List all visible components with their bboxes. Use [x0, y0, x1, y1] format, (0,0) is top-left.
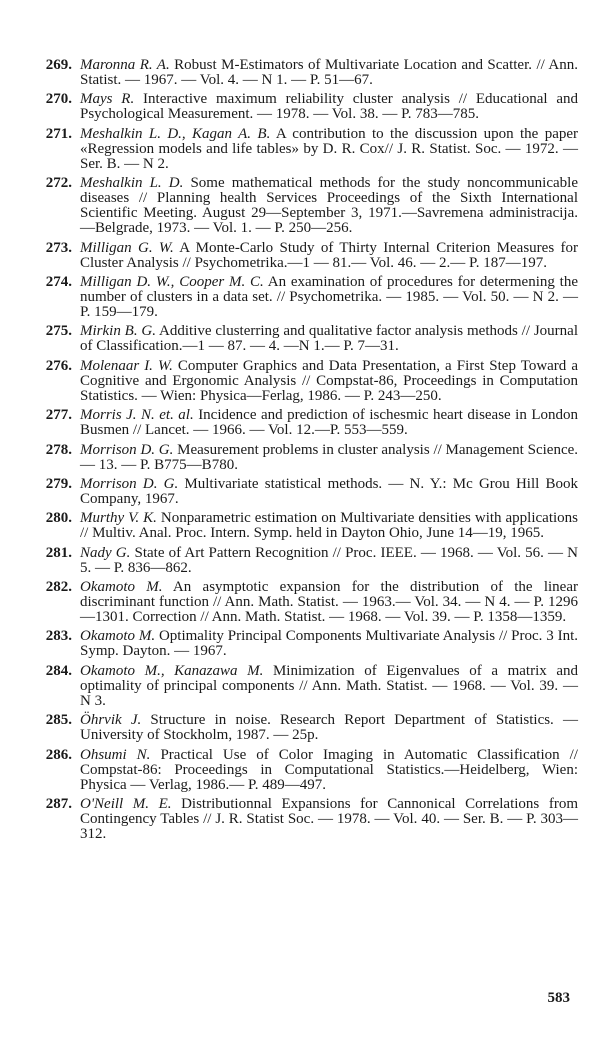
reference-authors: Murthy V. K. — [80, 510, 157, 527]
reference-number: 284. — [45, 662, 72, 679]
reference-number: 278. — [45, 441, 72, 458]
reference-text: Robust M-Estimators of Multivariate Location and Scatter. // Ann. Statist. — 1967. — Vol. 4. — N 1. — P. 51—67. — [80, 57, 578, 88]
reference-number: 273. — [45, 239, 72, 256]
reference-entry — [38, 511, 578, 541]
reference-entry — [38, 275, 578, 320]
reference-number: 280. — [45, 510, 72, 527]
reference-entry — [38, 127, 578, 172]
page-number: 583 — [547, 990, 570, 1006]
reference-number: 270. — [45, 91, 72, 108]
reference-text: Computer Graphics and Data Presentation, a First Step Toward a Cognitive and Ergonomic Analysis // Compstat-86, Proceedings in Computation Statistics. — Wien: Physica—Ferlag, 1986. — P. 243—250. — [80, 357, 578, 404]
reference-number: 282. — [45, 579, 72, 596]
reference-authors: Maronna R. A. — [80, 57, 170, 73]
reference-text: Nonparametric estimation on Multivariate densities with applications // Multiv. Anal. Proc. Intern. Symp. held in Dayton Ohio, June 14—19, 1965. — [80, 510, 578, 542]
reference-number: 272. — [45, 175, 72, 192]
reference-number: 274. — [45, 273, 72, 290]
reference-authors: Morrison D. G. — [80, 441, 174, 458]
reference-text: Structure in noise. Research Report Department of Statistics. — University of Stockholm, 1987. — 25p. — [80, 712, 578, 744]
reference-number: 287. — [45, 796, 72, 813]
reference-authors: Mays R. — [80, 91, 135, 108]
reference-authors: Milligan G. W. — [80, 239, 174, 256]
reference-entry — [38, 324, 578, 354]
reference-number: 283. — [45, 628, 72, 645]
reference-authors: Okamoto M., Kanazawa M. — [80, 662, 264, 679]
reference-text: State of Art Pattern Recognition // Proc. IEEE. — 1968. — Vol. 56. — N 5. — P. 836—862. — [80, 544, 578, 576]
reference-text: Distributionnal Expansions for Cannonical Correlations from Contingency Tables // J. R. Statist Soc. — 1978. — Vol. 40. — Ser. B. — P. 303—312. — [80, 796, 578, 843]
reference-entry — [38, 408, 578, 438]
reference-authors: Meshalkin L. D. — [80, 175, 184, 192]
reference-entry — [38, 629, 578, 659]
reference-authors: Molenaar I. W. — [80, 357, 173, 374]
reference-text: Incidence and prediction of ischesmic heart disease in London Busmen // Lancet. — 1966. — Vol. 12.—P. 553—559. — [80, 407, 578, 439]
reference-entry — [38, 92, 578, 122]
reference-text: Practical Use of Color Imaging in Automatic Classification // Compstat-86: Proceedings in Computational Statistics.—Heidelberg, Wien: Physica — Verlag, 1986.— P. 489—497. — [80, 746, 578, 793]
reference-entry — [38, 241, 578, 271]
reference-entry — [38, 443, 578, 473]
reference-text: A contribution to the discussion upon the paper «Regression models and life tables» by D. R. Cox// J. R. Statist. Soc. — 1972. — Ser. B. — N 2. — [80, 125, 579, 172]
reference-entry — [38, 359, 578, 404]
reference-text: An asymptotic expansion for the distribution of the linear discriminant function // Ann. Math. Statist. — 1963.— Vol. 34. — N 4. — P. 1296—1301. Correction // Ann. Math. Statist. — 1968. — Vol. 39. — P. 1358—1359. — [80, 579, 578, 626]
reference-number: 275. — [45, 323, 72, 340]
reference-entry — [38, 176, 578, 236]
reference-text: An examination of procedures for determening the number of clusters in a data set. // Psychometrika. — 1985. — Vol. 50. — N 2. — P. 159—179. — [80, 273, 578, 320]
reference-text: Interactive maximum reliability cluster analysis // Educational and Psychological Measurement. — 1978. — Vol. 38. — P. 783—785. — [80, 91, 578, 123]
reference-authors: Okamoto M. — [80, 628, 156, 645]
reference-authors: Okamoto M. — [80, 579, 163, 596]
reference-entry — [38, 713, 578, 743]
reference-list — [38, 58, 578, 846]
reference-authors: Milligan D. W., Cooper M. C. — [80, 273, 264, 290]
reference-entry — [38, 748, 578, 793]
reference-entry — [38, 664, 578, 709]
reference-entry — [38, 477, 578, 507]
reference-entry — [38, 580, 578, 625]
reference-number: 286. — [45, 746, 72, 763]
reference-text: Minimization of Eigenvalues of a matrix and optimality of principal components // Ann. Math. Statist. — 1968. — Vol. 39. — N 3. — [80, 662, 578, 709]
reference-authors: Meshalkin L. D., Kagan A. B. — [80, 125, 271, 142]
reference-text: Additive clusterring and qualitative factor analysis methods // Journal of Classification.—1 — 87. — 4. —N 1.— P. 7—31. — [80, 323, 578, 355]
reference-number: 285. — [45, 712, 72, 729]
reference-authors: Morris J. N. et. al. — [80, 407, 194, 424]
reference-authors: Öhrvik J. — [80, 712, 142, 729]
reference-entry — [38, 58, 578, 88]
reference-entry — [38, 546, 578, 576]
reference-text: Measurement problems in cluster analysis // Management Science. — 13. — P. B775—B780. — [80, 441, 579, 473]
reference-number: 269. — [45, 57, 72, 73]
reference-authors: O'Neill M. E. — [80, 796, 172, 813]
reference-entry — [38, 797, 578, 842]
reference-text: Multivariate statistical methods. — N. Y.: Mc Grou Hill Book Company, 1967. — [80, 475, 578, 507]
reference-number: 279. — [45, 475, 72, 492]
reference-authors: Nady G. — [80, 544, 131, 561]
reference-authors: Ohsumi N. — [80, 746, 151, 763]
reference-text: Some mathematical methods for the study noncommunicable diseases // Planning health Services Proceedings of the Sixth International Scientific Meeting. August 29—September 3, 1971.—Savremena administracija.—Belgrade, 1973. — Vol. 1. — P. 250—256. — [80, 175, 578, 237]
reference-number: 281. — [45, 544, 72, 561]
reference-number: 277. — [45, 407, 72, 424]
reference-authors: Morrison D. G. — [80, 475, 179, 492]
reference-text: A Monte-Carlo Study of Thirty Internal Criterion Measures for Cluster Analysis // Psychometrika.—1 — 81.— Vol. 46. — 2.— P. 187—197. — [80, 239, 578, 271]
reference-text: Optimality Principal Components Multivariate Analysis // Proc. 3 Int. Symp. Dayton. — 1967. — [80, 628, 578, 660]
reference-number: 276. — [45, 357, 72, 374]
reference-authors: Mirkin B. G. — [80, 323, 157, 340]
reference-number: 271. — [45, 125, 72, 142]
